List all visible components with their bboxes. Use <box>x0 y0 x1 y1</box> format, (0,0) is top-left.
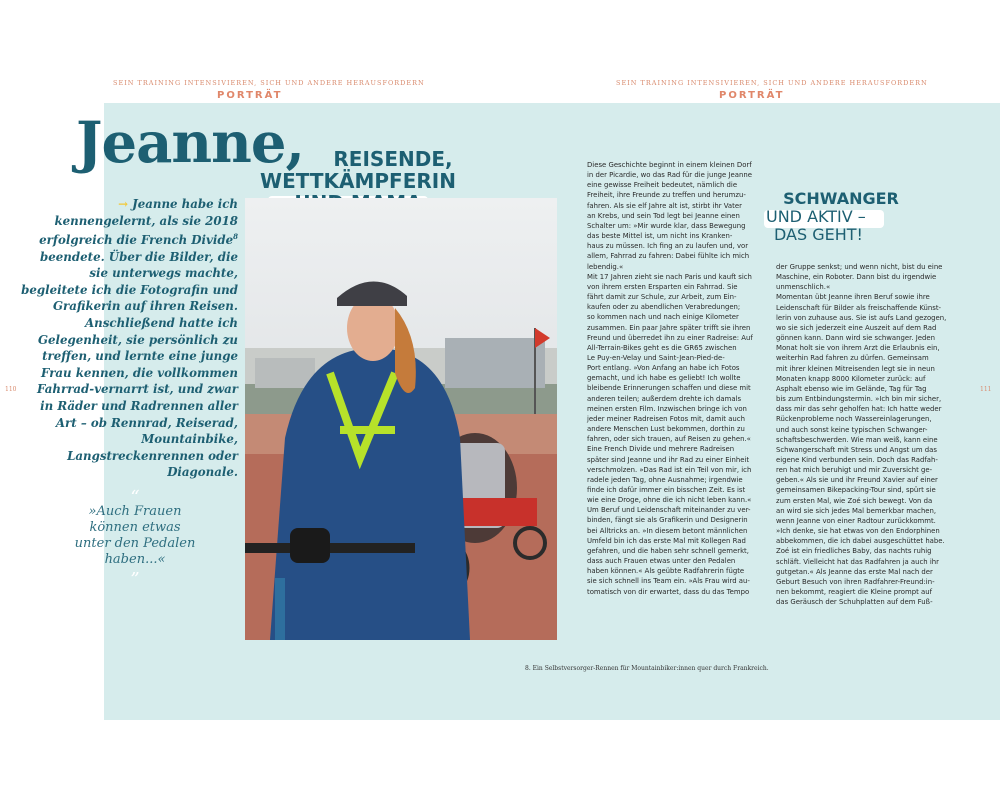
body-line: Eine French Divide und mehrere Radreisen <box>587 445 735 454</box>
body-line: Geburt Besuch von ihren Radfahrer-Freund:in- <box>776 577 935 586</box>
arrow-icon: → <box>118 197 129 211</box>
body-line: gutgetan.« Als Jeanne das erste Mal nach der <box>776 567 933 576</box>
cyclist-photo <box>245 198 557 640</box>
body-line: wie eine Droge, ohne die ich nicht leben kann.« <box>587 496 752 505</box>
body-line: nen bekommt, reagiert die Kleine prompt auf <box>776 588 933 596</box>
body-line: Freund und überredet ihn zu einer Radreise: Auf <box>587 333 753 342</box>
body-line: Asphalt ebenso wie im Gelände, Tag für Tag <box>776 384 927 393</box>
body-line: kaufen oder zu abendlichen Verabredungen; <box>587 303 741 312</box>
body-line: binden, fängt sie als Grafikerin und Designerin <box>587 516 748 525</box>
body-line: Rückenprobleme noch Wassereinlagerungen, <box>776 415 932 424</box>
quote-line: unter den Pedalen <box>74 536 196 551</box>
subtitle-line: WETTKÄMPFERIN <box>260 169 456 193</box>
body-line: fahren. Als sie elf Jahre alt ist, stirbt ihr Vater <box>587 201 742 210</box>
body-line: das beste Mittel ist, um nicht ins Kranken- <box>587 232 733 241</box>
quote-line: können etwas <box>89 520 181 535</box>
body-line: abbekommen, die ich dabei ausgeschüttet habe. <box>776 537 945 546</box>
photo-cyclist-with-trailer-icon <box>245 198 557 640</box>
body-line: Maschine, ein Roboter. Dann bist du irgendwie <box>776 273 937 282</box>
quote-close-mark: ” <box>130 569 140 590</box>
body-line: Leidenschaft für Bilder als freischaffende Künst- <box>776 303 942 312</box>
body-line: Le Puy-en-Velay und Saint-Jean-Pied-de- <box>587 353 725 362</box>
body-line: Schwangerschaft mit Stress und Angst um das <box>776 445 937 454</box>
body-line: tomatisch von dir erwartet, dass du das Tempo <box>587 587 750 596</box>
body-line: lebendig.« <box>587 262 624 271</box>
body-line: Monat holt sie von ihrem Arzt die Erlaubnis ein, <box>776 344 940 353</box>
article-title: Jeanne, <box>76 110 304 176</box>
body-line: an wird sie sich jedes Mal bemerkbar machen, <box>776 506 937 515</box>
quote-open-mark: “ <box>130 487 140 508</box>
body-line: ren hat mich beruhigt und mir Zuversicht ge- <box>776 466 933 475</box>
footnote: 8. Ein Selbstversorger-Rennen für Mountainbiker:innen quer durch Frankreich. <box>525 665 769 672</box>
body-line: dass auch Frauen etwas unter den Pedalen <box>587 557 736 566</box>
intro-text-continued: beendete. Über die Bilder, die sie unterwegs machte, begleitete ich die Fotografin und Grafikerin auf ihren Reisen. Anschließend hatte ich Gelegenheit, sie persönlich zu treffen, und lernte eine junge Frau kennen, die vollkommen Fahrrad-vernarrt ist, und zwar in Räder und Radrennen aller Art – ob Rennrad, Reiserad, Mountainbike, Langstreckenrennen oder Diagonale. <box>21 249 238 480</box>
body-line: finde ich dafür immer ein bisschen Zeit. Es ist <box>587 486 746 494</box>
body-line: anderen teilen; außerdem drehte ich damals <box>587 394 742 403</box>
body-line: an Krebs, und sein Tod legt bei Jeanne einen <box>587 211 740 220</box>
body-line: gemacht, und ich habe es geliebt! Ich wollte <box>587 374 741 383</box>
subtitle-line: REISENDE, <box>333 147 453 171</box>
body-line: Monaten knapp 8000 Kilometer zurück: auf <box>776 374 926 383</box>
body-line: jeder meiner Radreisen Fotos mit, damit auch <box>587 414 745 423</box>
body-line: Momentan übt Jeanne ihren Beruf sowie ihre <box>776 293 930 302</box>
body-line: Schalter um: »Mir wurde klar, dass Bewegung <box>587 221 746 230</box>
body-line: »Ich denke, sie hat etwas von den Endorphinen <box>776 527 940 536</box>
body-line: All-Terrain-Bikes geht es die GR65 zwischen <box>587 343 737 352</box>
body-line: zum ersten Mal, wie Zoé sich bewegt. Von da <box>776 496 933 505</box>
body-line: Mit 17 Jahren zieht sie nach Paris und kauft sich <box>587 272 752 281</box>
quote-line: »Auch Frauen <box>88 504 182 519</box>
body-line: gönnen kann. Dann wird sie schwanger. Jeden <box>776 334 935 343</box>
body-line: allem, Fahrrad zu fahren: Dabei fühlte ich mich <box>587 252 750 261</box>
body-line: Port entlang. »Von Anfang an habe ich Fotos <box>587 364 740 373</box>
footnote-ref: 8 <box>233 232 238 242</box>
body-line: bis zum Entbindungstermin. »Ich bin mir sicher, <box>776 395 942 404</box>
body-line: haben können.« Als geübte Radfahrerin fügte <box>587 567 745 576</box>
body-line: später sind Jeanne und ihr Rad zu einer Einheit <box>587 455 750 464</box>
body-line: fahren, oder sich trauen, auf Reisen zu gehen.« <box>587 435 751 444</box>
heading-line: UND AKTIV – <box>766 207 866 226</box>
article-column-2 <box>776 262 962 607</box>
body-line: bei Alltricks an. »In diesem betont männlichen <box>587 526 748 535</box>
heading-line: SCHWANGER <box>783 189 899 208</box>
body-line: lerin von zuhause aus. Sie ist aufs Land gezogen, <box>776 313 947 322</box>
body-line: dass mir das sehr geholfen hat: Ich hatte weder <box>776 405 942 414</box>
body-line: Umfeld bin ich das erste Mal mit Kollegen Rad <box>587 536 746 545</box>
body-line: Diese Geschichte beginnt in einem kleinen Dorf <box>587 161 752 169</box>
body-line: Um Beruf und Leidenschaft miteinander zu ver- <box>587 506 751 515</box>
body-line: Freiheit, ihre Freunde zu treffen und herumzu- <box>587 191 746 200</box>
body-line: Zoé ist ein friedliches Baby, das nachts ruhig <box>776 547 932 556</box>
body-line: haus zu müssen. Ich fing an zu laufen und, vor <box>587 242 749 251</box>
body-line: eine gewisse Freiheit bedeutet, nämlich die <box>587 181 738 190</box>
body-line: das Geräusch der Schuhplatten auf dem Fuß- <box>776 598 933 607</box>
heading-line: DAS GEHT! <box>774 225 863 244</box>
body-line: und auch sonst keine typischen Schwanger- <box>776 425 928 434</box>
body-line: mit ihrer kleinen Mitreisenden legt sie in neun <box>776 364 935 373</box>
body-line: andere Menschen Lust bekommen, dorthin zu <box>587 425 745 434</box>
page-number-left: 110 <box>5 386 17 393</box>
body-line: radele jeden Tag, ohne Ausnahme; irgendwie <box>587 475 743 484</box>
intro-text: Jeanne habe ich kennengelernt, als sie 2018 erfolgreich die French Divide <box>39 197 238 248</box>
body-line: der Gruppe senkst; und wenn nicht, bist du eine <box>776 263 943 271</box>
body-line: wo sie sich jederzeit eine Auszeit auf dem Rad <box>776 323 937 332</box>
body-line: meinen ersten Film. Inzwischen bringe ich von <box>587 404 747 413</box>
quote-line: haben...« <box>104 552 166 567</box>
article-column-1 <box>587 160 769 597</box>
body-line: geben.« Als sie und ihr Freund Xavier auf einer <box>776 476 938 485</box>
body-line: verschmolzen. »Das Rad ist ein Teil von mir, ich <box>587 465 752 474</box>
body-line: schläft. Vielleicht hat das Radfahren ja auch ihr <box>776 557 939 566</box>
body-line: wenn Jeanne von einer Radtour zurückkommt. <box>776 516 936 525</box>
body-line: schaftsbeschwerden. Wie man weiß, kann eine <box>776 435 938 444</box>
body-line: fährt damit zur Schule, zur Arbeit, zum Ein- <box>587 293 737 302</box>
body-line: zusammen. Ein paar Jahre später trifft sie ihren <box>587 323 751 332</box>
intro-paragraph <box>20 196 238 481</box>
body-line: sie sich schnell ins Team ein. »Als Frau wird au- <box>587 577 750 586</box>
body-line: so kommen nach und nach einige Kilometer <box>587 313 739 322</box>
body-line: unmenschlich.« <box>776 283 831 292</box>
body-line: bleibende Erinnerungen schaffen und diese mit <box>587 384 751 393</box>
running-header-left: SEIN TRAINING INTENSIVIEREN, SICH UND ANDERE HERAUSFORDERN <box>113 79 425 87</box>
section-label-left: PORTRÄT <box>217 90 283 101</box>
running-header-right: SEIN TRAINING INTENSIVIEREN, SICH UND ANDERE HERAUSFORDERN <box>616 79 928 87</box>
page-number-right: 111 <box>980 386 992 393</box>
body-line: gemeinsamen Bikepacking-Tour sind, spürt sie <box>776 486 936 495</box>
section-label-right: PORTRÄT <box>719 90 785 101</box>
column-2-heading <box>766 190 916 244</box>
body-line: weiterhin Rad fahren zu dürfen. Gemeinsam <box>776 354 929 363</box>
body-line: gefahren, und die haben sehr schnell gemerkt, <box>587 546 749 555</box>
body-line: eigene Kind verbunden sein. Doch das Radfah- <box>776 455 938 464</box>
body-line: in der Picardie, wo das Rad für die junge Jeanne <box>587 171 752 180</box>
body-line: von ihrem ersten Ersparten ein Fahrrad. Sie <box>587 282 738 291</box>
pull-quote <box>60 487 210 590</box>
